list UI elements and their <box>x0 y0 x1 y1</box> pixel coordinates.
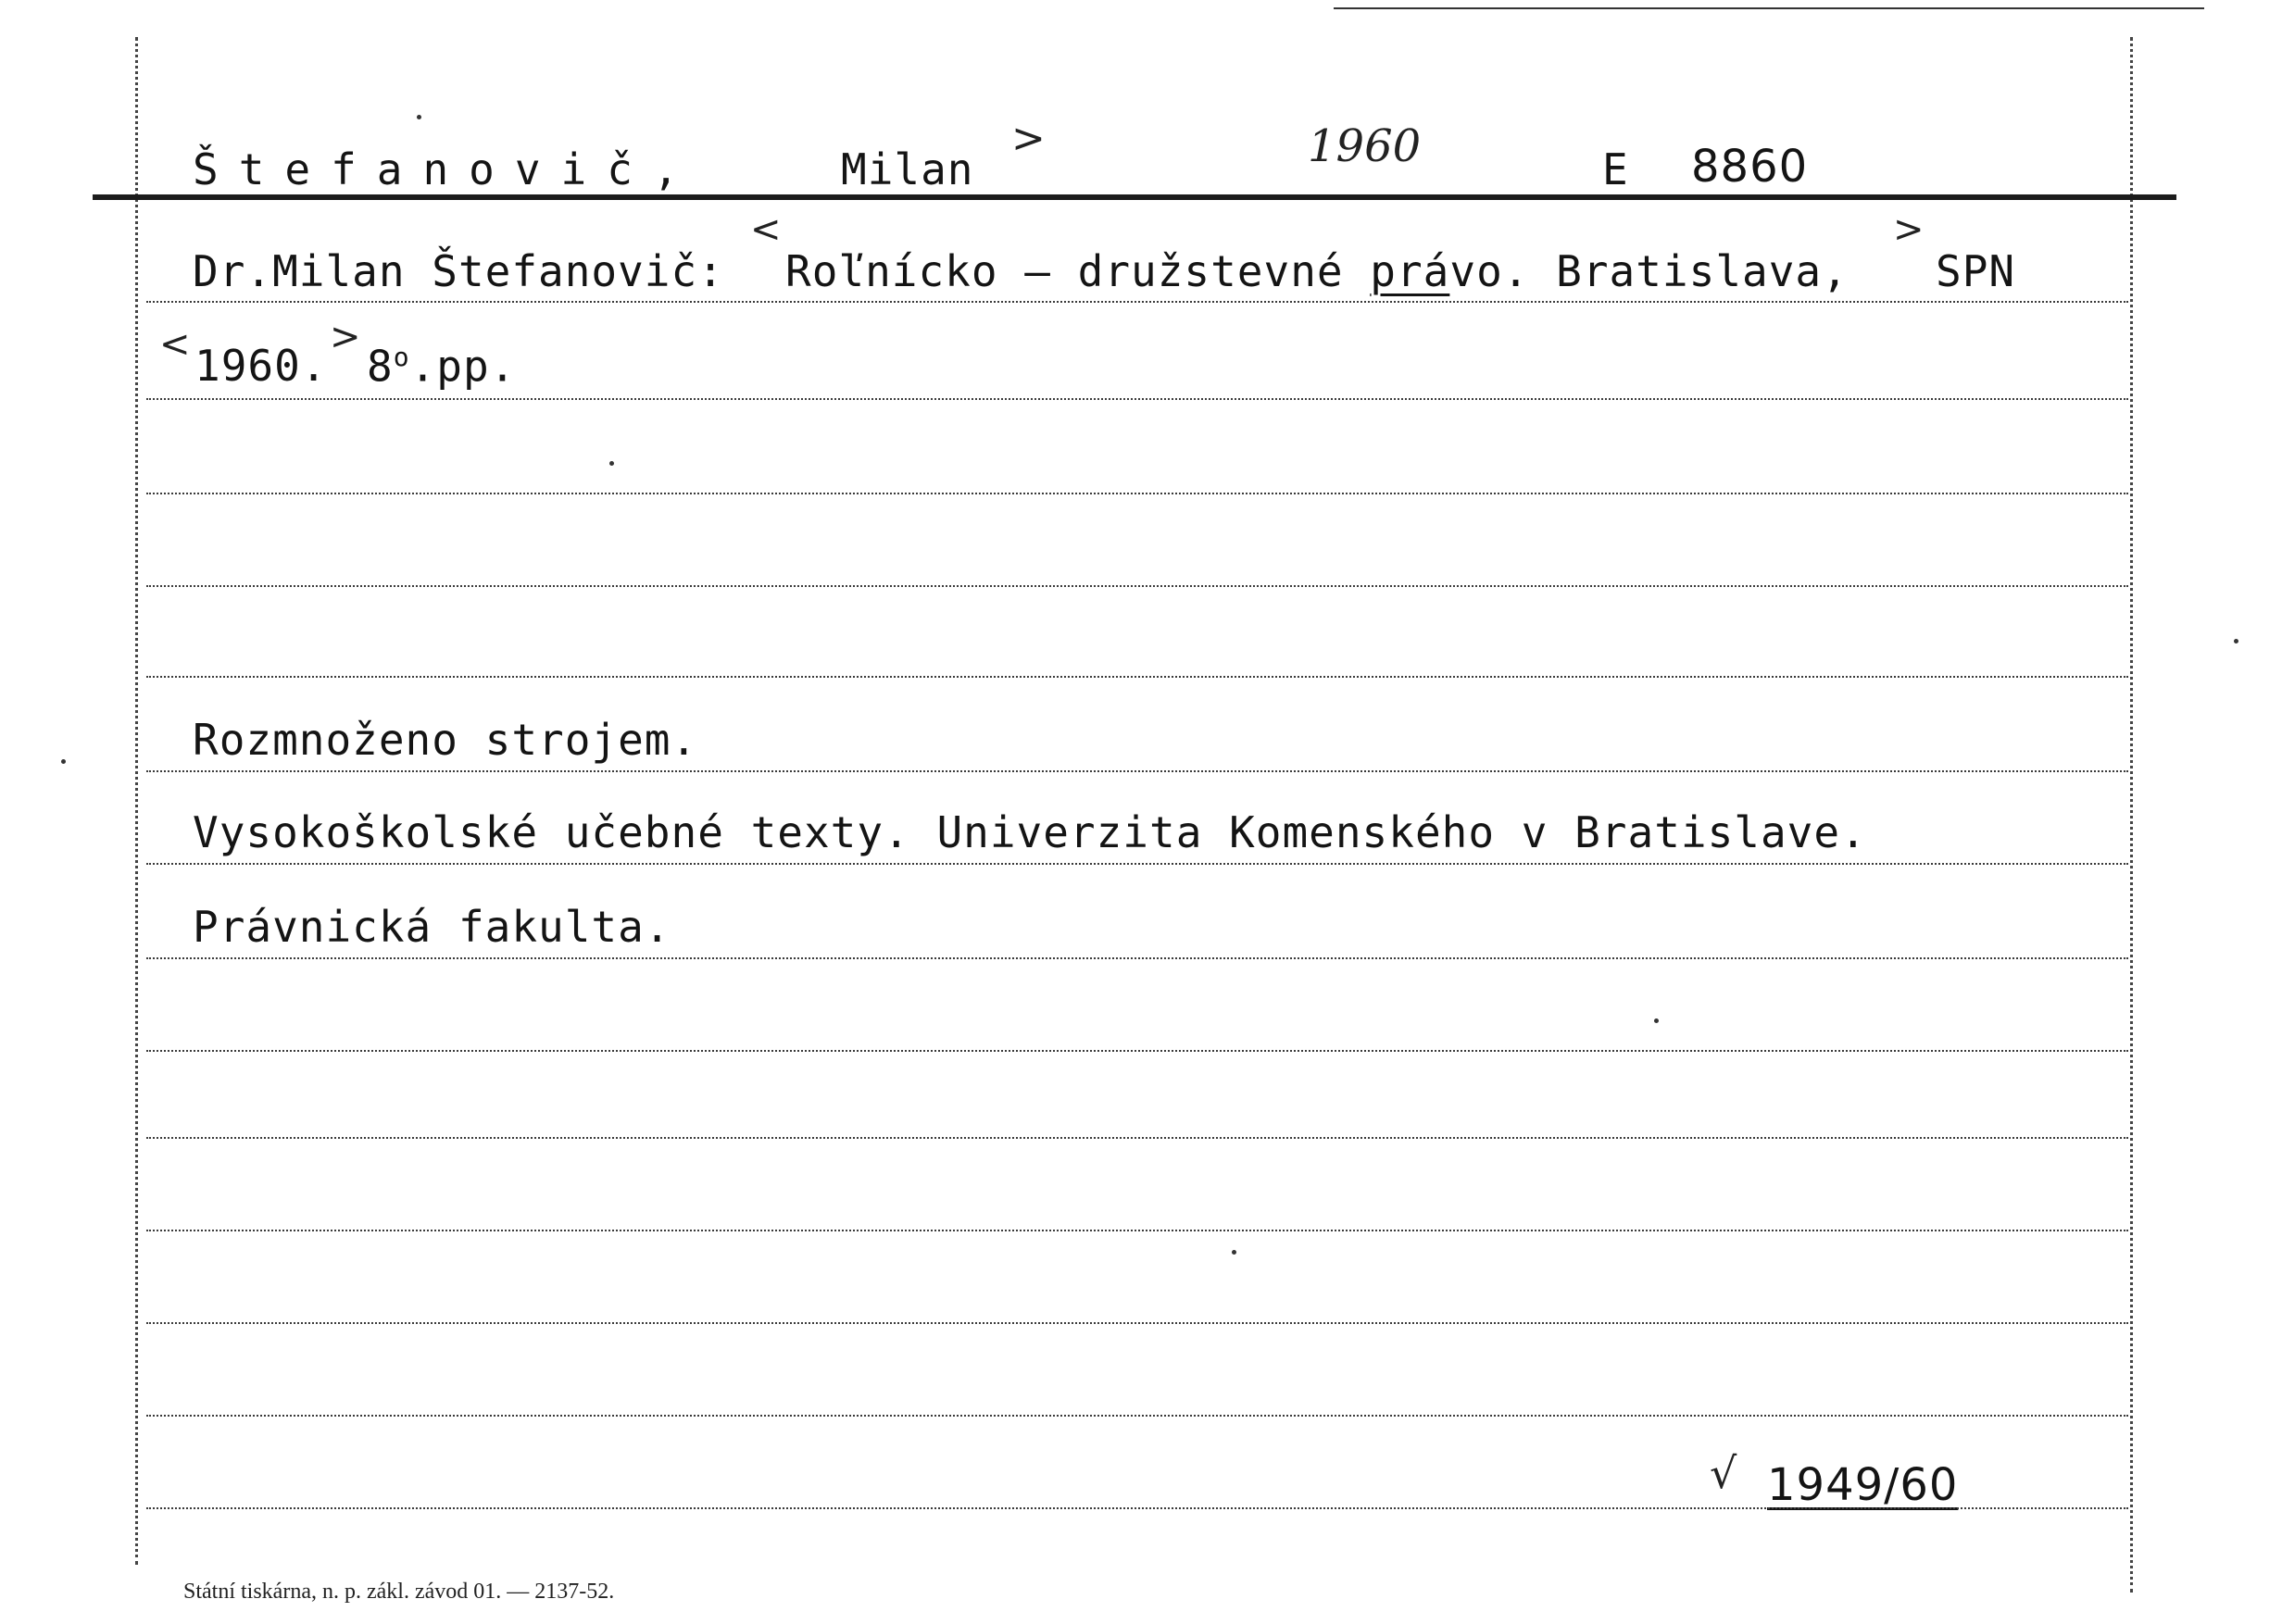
signature-prefix: E <box>1602 144 1629 194</box>
note-2: Vysokoškolské učebné texty. Univerzita Komenského v Bratislave. <box>193 807 1867 857</box>
ruled-line <box>146 770 2128 772</box>
scan-speck <box>61 759 66 764</box>
citation-title-part2: vo. Bratislava, <box>1449 246 1849 296</box>
citation-pages: .pp. <box>409 341 517 392</box>
scan-speck <box>417 115 421 119</box>
citation-format-number: 8 <box>367 341 394 392</box>
ruled-line <box>146 398 2128 400</box>
left-margin-line <box>135 37 138 1565</box>
ruled-line <box>146 1137 2128 1139</box>
ruled-line <box>146 1050 2128 1052</box>
heading-forename: Milan <box>841 144 974 194</box>
citation-bracket-close: > <box>1893 208 1925 251</box>
ruled-line <box>146 301 2128 303</box>
scan-speck <box>1654 1018 1659 1023</box>
note-3: Právnická fakulta. <box>193 902 671 952</box>
citation-line2-bracket-close: > <box>330 316 361 358</box>
note-1: Rozmnoženo strojem. <box>193 715 698 765</box>
citation-format <box>367 341 517 392</box>
citation-bracket-open: < <box>750 208 782 251</box>
scan-speck <box>1232 1250 1236 1255</box>
check-mark: √ <box>1710 1448 1737 1498</box>
ruled-line <box>146 1507 2128 1509</box>
header-rule <box>93 194 2176 200</box>
ruled-line <box>146 1230 2128 1231</box>
ruled-line <box>146 957 2128 959</box>
citation-line2-bracket-open: < <box>159 323 191 366</box>
accession-number: 1949/60 <box>1767 1459 1959 1511</box>
heading-bracket-close: > <box>1011 115 1046 162</box>
ruled-line <box>146 1415 2128 1417</box>
citation-year: 1960. <box>194 341 328 391</box>
citation-format-sup: o <box>393 342 410 372</box>
ruled-line <box>146 863 2128 865</box>
signature-number: 8860 <box>1691 141 1809 193</box>
citation-title-part1: Roľnícko – družstevné <box>785 246 1371 296</box>
ruled-line <box>146 676 2128 678</box>
ruled-line <box>146 585 2128 587</box>
right-margin-line <box>2130 37 2133 1593</box>
heading-surname: Štefanovič, <box>193 144 699 194</box>
handwritten-year: 1960 <box>1308 120 1422 172</box>
ruled-line <box>146 493 2128 494</box>
citation-title <box>785 246 1849 296</box>
citation-publisher: SPN <box>1936 246 2016 296</box>
citation-title-underlined: prá <box>1370 246 1450 296</box>
top-border-line <box>1334 7 2204 9</box>
ruled-line <box>146 1322 2128 1324</box>
scan-speck <box>609 461 614 466</box>
citation-author: Dr.Milan Štefanovič: <box>193 246 724 296</box>
scan-speck <box>2234 639 2238 643</box>
citation-line-1 <box>193 246 724 296</box>
printer-imprint: Státní tiskárna, n. p. zákl. závod 01. — 2137-52. <box>183 1580 615 1604</box>
